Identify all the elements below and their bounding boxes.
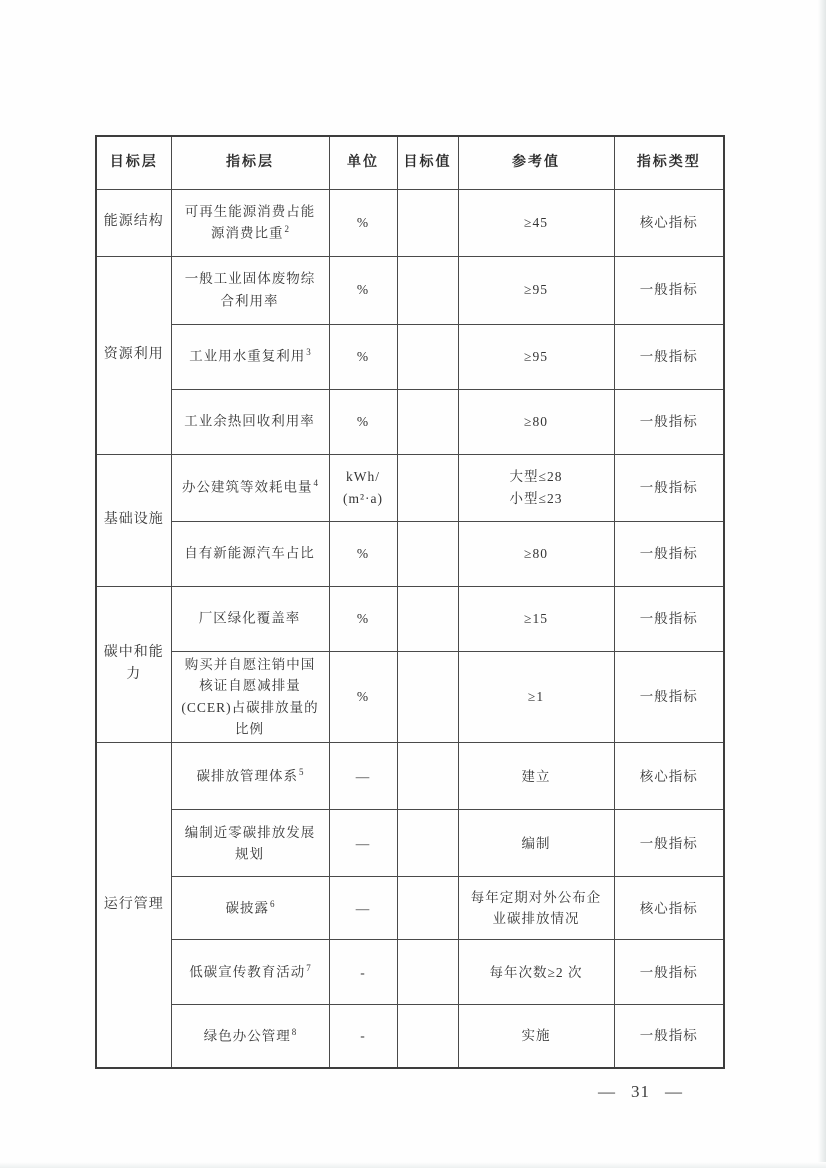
table-row (96, 324, 724, 389)
group-cell-energy-structure: 能源结构 (96, 189, 171, 256)
table-row (96, 189, 724, 256)
indicator-text: 自有新能源汽车占比 (184, 545, 315, 561)
unit-cell: — (329, 810, 397, 877)
indicator-cell (171, 521, 329, 586)
table-row (96, 586, 724, 651)
target-value-cell (397, 324, 458, 389)
table-row (96, 940, 724, 1005)
type-cell: 核心指标 (614, 189, 724, 256)
type-cell: 一般指标 (614, 256, 724, 324)
footnote-ref: 3 (306, 347, 311, 358)
page-number (598, 1082, 683, 1102)
group-cell-resource-use: 资源利用 (96, 256, 171, 454)
page-number-value: 31 (631, 1082, 650, 1101)
indicator-text: 碳披露 (225, 900, 269, 916)
indicator-text: 办公建筑等效耗电量 (182, 479, 313, 495)
indicator-cell (171, 256, 329, 324)
type-cell: 一般指标 (614, 586, 724, 651)
target-value-cell (397, 256, 458, 324)
target-value-cell (397, 521, 458, 586)
table-row (96, 256, 724, 324)
scan-edge-bottom (0, 1162, 826, 1168)
header-target-value: 目标值 (397, 136, 458, 189)
reference-cell: 编制 (458, 810, 614, 877)
target-value-cell (397, 940, 458, 1005)
table-row (96, 810, 724, 877)
target-value-cell (397, 651, 458, 743)
indicator-cell (171, 877, 329, 940)
group-cell-operation-management: 运行管理 (96, 743, 171, 1068)
target-value-cell (397, 454, 458, 521)
header-indicator-layer: 指标层 (171, 136, 329, 189)
indicator-text: 厂区绿化覆盖率 (198, 610, 301, 626)
indicator-cell (171, 651, 329, 743)
type-cell: 一般指标 (614, 1005, 724, 1068)
type-cell: 一般指标 (614, 389, 724, 454)
indicator-cell (171, 586, 329, 651)
indicator-cell (171, 810, 329, 877)
footnote-ref: 5 (299, 767, 304, 778)
type-cell: 一般指标 (614, 940, 724, 1005)
type-cell: 核心指标 (614, 743, 724, 810)
unit-cell: - (329, 1005, 397, 1068)
target-value-cell (397, 1005, 458, 1068)
type-cell: 核心指标 (614, 877, 724, 940)
target-value-cell (397, 586, 458, 651)
reference-cell: ≥80 (458, 389, 614, 454)
indicator-text: 工业用水重复利用 (189, 348, 306, 364)
type-cell: 一般指标 (614, 521, 724, 586)
unit-cell: — (329, 743, 397, 810)
reference-cell: 建立 (458, 743, 614, 810)
unit-cell (329, 454, 397, 521)
group-cell-carbon-neutral-capability: 碳中和能力 (96, 586, 171, 743)
type-cell: 一般指标 (614, 810, 724, 877)
header-indicator-type: 指标类型 (614, 136, 724, 189)
table-row (96, 1005, 724, 1068)
type-cell: 一般指标 (614, 651, 724, 743)
table-row (96, 651, 724, 743)
scan-edge-right (818, 0, 826, 1168)
target-value-cell (397, 189, 458, 256)
target-value-cell (397, 389, 458, 454)
unit-cell: — (329, 877, 397, 940)
indicator-text: 碳排放管理体系 (196, 768, 298, 784)
indicator-cell (171, 940, 329, 1005)
header-reference-value: 参考值 (458, 136, 614, 189)
indicator-text: 一般工业固体废物综合利用率 (184, 271, 316, 309)
header-unit: 单位 (329, 136, 397, 189)
reference-cell: 每年定期对外公布企业碳排放情况 (458, 877, 614, 940)
target-value-cell (397, 877, 458, 940)
footnote-ref: 2 (284, 224, 289, 235)
header-target-layer: 目标层 (96, 136, 171, 189)
unit-line1: kWh/ (346, 468, 380, 484)
unit-cell: % (329, 324, 397, 389)
indicator-text: 可再生能源消费占能源消费比重 (184, 203, 316, 241)
reference-cell: ≥95 (458, 324, 614, 389)
footnote-ref: 7 (306, 963, 311, 974)
table-row (96, 389, 724, 454)
unit-cell: - (329, 940, 397, 1005)
unit-cell: % (329, 256, 397, 324)
type-cell: 一般指标 (614, 324, 724, 389)
indicator-cell (171, 324, 329, 389)
reference-cell: ≥95 (458, 256, 614, 324)
indicator-cell (171, 189, 329, 256)
indicator-text: 绿色办公管理 (203, 1028, 291, 1044)
indicator-cell (171, 454, 329, 521)
page-number-left-dash: — (598, 1082, 616, 1101)
table-row (96, 877, 724, 940)
reference-line1: 大型≤28 (509, 468, 563, 484)
reference-cell: ≥15 (458, 586, 614, 651)
footnote-ref: 6 (270, 899, 275, 910)
reference-cell: 实施 (458, 1005, 614, 1068)
footnote-ref: 8 (291, 1027, 297, 1038)
indicator-text: 编制近零碳排放发展规划 (184, 824, 316, 862)
unit-cell: % (329, 189, 397, 256)
unit-cell: % (329, 586, 397, 651)
unit-cell: % (329, 651, 397, 743)
table-row (96, 454, 724, 521)
table-row (96, 521, 724, 586)
table-row (96, 743, 724, 810)
indicator-text: 工业余热回收利用率 (184, 413, 315, 429)
group-cell-infrastructure: 基础设施 (96, 454, 171, 586)
reference-cell: ≥80 (458, 521, 614, 586)
indicator-text: 低碳宣传教育活动 (189, 964, 306, 980)
reference-cell: ≥1 (458, 651, 614, 743)
reference-cell (458, 454, 614, 521)
indicator-cell (171, 1005, 329, 1068)
unit-cell: % (329, 389, 397, 454)
reference-cell: 每年次数≥2 次 (458, 940, 614, 1005)
reference-cell: ≥45 (458, 189, 614, 256)
unit-cell: % (329, 521, 397, 586)
target-value-cell (397, 743, 458, 810)
footnote-ref: 4 (313, 478, 318, 489)
target-value-cell (397, 810, 458, 877)
indicator-text: 购买并自愿注销中国核证自愿减排量(CCER)占碳排放量的比例 (181, 656, 319, 737)
table-header-row (96, 136, 724, 189)
page-number-right-dash: — (665, 1082, 683, 1101)
type-cell: 一般指标 (614, 454, 724, 521)
unit-line2: (m²·a) (342, 490, 384, 506)
indicator-cell (171, 743, 329, 810)
indicator-table (95, 135, 725, 1069)
indicator-cell (171, 389, 329, 454)
reference-line2: 小型≤23 (509, 490, 563, 506)
